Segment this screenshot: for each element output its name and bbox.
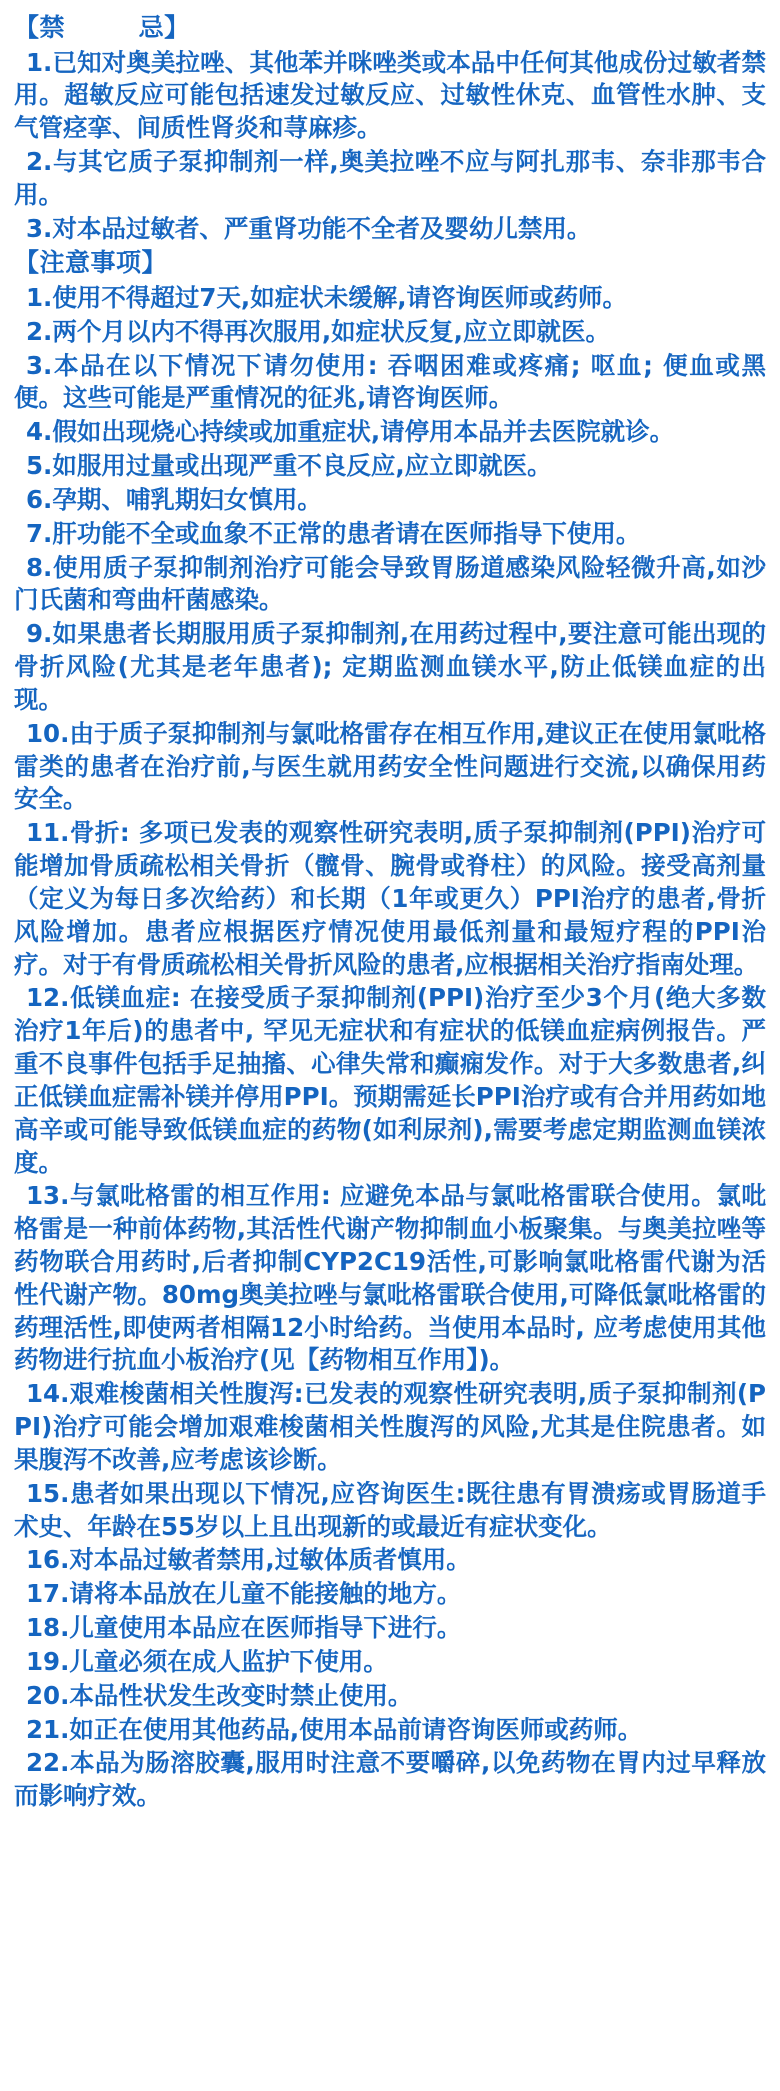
precaution-item-18: 18.儿童使用本品应在医师指导下进行。 — [26, 1613, 462, 1643]
precaution-item-13: 13.与氯吡格雷的相互作用: 应避免本品与氯吡格雷联合使用。氯吡格雷是一种前体药物,其活性代谢产物抑制血小板聚集。与奥美拉唑等药物联合用药时,后者抑制CYP2C19活性,可影响氯吡格雷代谢为活性代谢产物。80mg奥美拉唑与氯吡格雷联合使用,可降低氯吡格雷的药理活性,即使两者相隔12小时给药。当使用本品时, 应考虑使用其他药物进行抗血小板治疗(见【药物相互作用】)。 — [14, 1181, 766, 1375]
precaution-item-22: 22.本品为肠溶胶囊,服用时注意不要嚼碎,以免药物在胃内过早释放而影响疗效。 — [14, 1748, 766, 1811]
precaution-item-4: 4.假如出现烧心持续或加重症状,请停用本品并去医院就诊。 — [26, 417, 675, 447]
precaution-item-21: 21.如正在使用其他药品,使用本品前请咨询医师或药师。 — [26, 1714, 643, 1744]
precaution-item-10: 10.由于质子泵抑制剂与氯吡格雷存在相互作用,建议正在使用氯吡格雷类的患者在治疗前,与医生就用药安全性问题进行交流,以确保用药安全。 — [14, 718, 766, 814]
section-contraindications — [14, 12, 766, 245]
precaution-item-6: 6.孕期、哺乳期妇女慎用。 — [26, 484, 322, 514]
precaution-item-20: 20.本品性状发生改变时禁止使用。 — [26, 1680, 413, 1710]
precaution-item-17: 17.请将本品放在儿童不能接触的地方。 — [26, 1579, 462, 1609]
precaution-item-7: 7.肝功能不全或血象不正常的患者请在医师指导下使用。 — [26, 518, 641, 548]
section-heading-contraindications: 【禁 忌】 — [14, 13, 190, 42]
section-heading-precautions: 【注意事项】 — [14, 248, 168, 278]
precaution-item-19: 19.儿童必须在成人监护下使用。 — [26, 1646, 388, 1676]
contraindication-item-1: 1.已知对奥美拉唑、其他苯并咪唑类或本品中任何其他成份过敏者禁用。超敏反应可能包括速发过敏反应、过敏性休克、血管性水肿、支气管痉挛、间质性肾炎和荨麻疹。 — [14, 47, 766, 143]
precaution-item-1: 1.使用不得超过7天,如症状未缓解,请咨询医师或药师。 — [26, 282, 628, 312]
precaution-item-3: 3.本品在以下情况下请勿使用: 吞咽困难或疼痛; 呕血; 便血或黑便。这些可能是严重情况的征兆,请咨询医师。 — [14, 350, 766, 413]
section-precautions — [14, 247, 766, 1813]
precaution-item-15: 15.患者如果出现以下情况,应咨询医生:既往患有胃溃疡或胃肠道手术史、年龄在55岁以上且出现新的或最近有症状变化。 — [14, 1478, 766, 1541]
precaution-item-14: 14.艰难梭菌相关性腹泻:已发表的观察性研究表明,质子泵抑制剂(PPI)治疗可能会增加艰难梭菌相关性腹泻的风险,尤其是住院患者。如果腹泻不改善,应考虑该诊断。 — [14, 1379, 766, 1474]
contraindication-item-3: 3.对本品过敏者、严重肾功能不全者及婴幼儿禁用。 — [26, 213, 592, 243]
precaution-item-16: 16.对本品过敏者禁用,过敏体质者慎用。 — [26, 1545, 471, 1575]
precaution-item-12: 12.低镁血症: 在接受质子泵抑制剂(PPI)治疗至少3个月(绝大多数治疗1年后)的患者中, 罕见无症状和有症状的低镁血症病例报告。严重不良事件包括手足抽搐、心律失常和癫痫发作。对于大多数患者,纠正低镁血症需补镁并停用PPI。预期需延长PPI治疗或有合并用药如地高辛或可能导致低镁血症的药物(如利尿剂),需要考虑定期监测血镁浓度。 — [14, 983, 766, 1177]
precaution-item-8: 8.使用质子泵抑制剂治疗可能会导致胃肠道感染风险轻微升高,如沙门氏菌和弯曲杆菌感染。 — [14, 552, 766, 615]
contraindication-item-2: 2.与其它质子泵抑制剂一样,奥美拉唑不应与阿扎那韦、奈非那韦合用。 — [14, 146, 766, 209]
precaution-item-9: 9.如果患者长期服用质子泵抑制剂,在用药过程中,要注意可能出现的骨折风险(尤其是老年患者); 定期监测血镁水平,防止低镁血症的出现。 — [14, 619, 766, 714]
precaution-item-2: 2.两个月以内不得再次服用,如症状反复,应立即就医。 — [26, 316, 610, 346]
precaution-item-5: 5.如服用过量或出现严重不良反应,应立即就医。 — [26, 451, 552, 481]
precaution-item-11: 11.骨折: 多项已发表的观察性研究表明,质子泵抑制剂(PPI)治疗可能增加骨质疏松相关骨折（髋骨、腕骨或脊柱）的风险。接受高剂量（定义为每日多次给药）和长期（1年或更久）PPI治疗的患者,骨折风险增加。患者应根据医疗情况使用最低剂量和最短疗程的PPI治疗。对于有骨质疏松相关骨折风险的患者,应根据相关治疗指南处理。 — [14, 818, 766, 979]
